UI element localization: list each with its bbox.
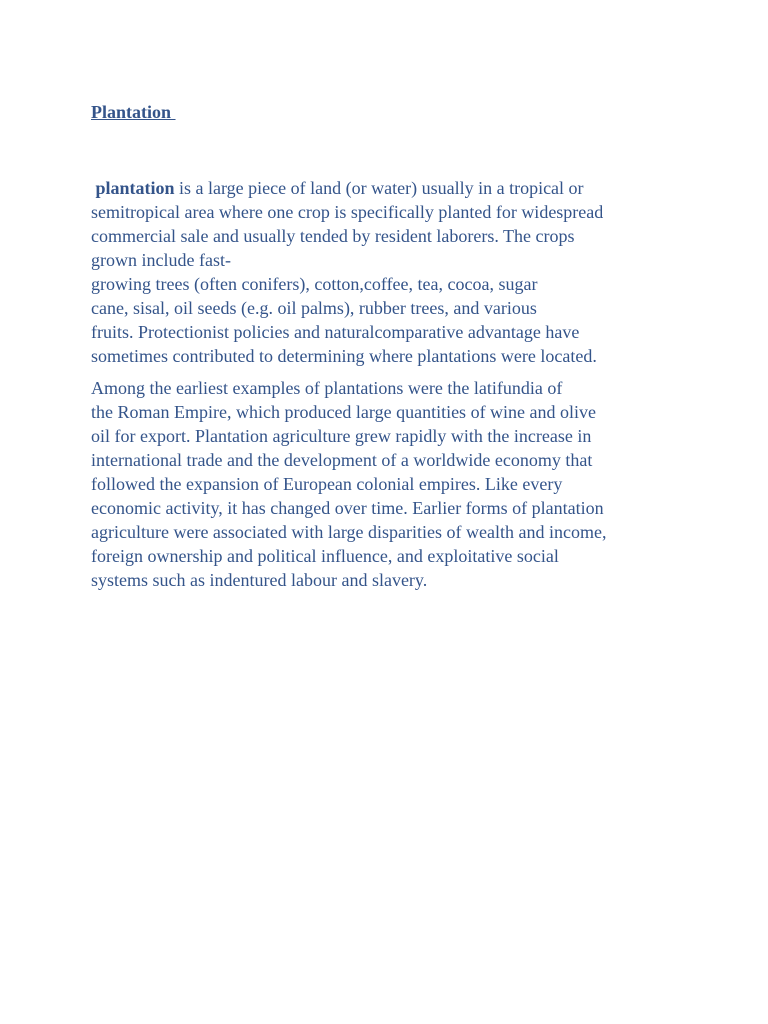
paragraph-line: semitropical area where one crop is specifically planted for widespread	[91, 202, 604, 222]
paragraph-line: systems such as indentured labour and slavery.	[91, 570, 428, 590]
paragraph-line	[91, 176, 691, 200]
paragraph-line: foreign ownership and political influence, and exploitative social	[91, 546, 559, 566]
document-page	[91, 100, 691, 592]
paragraph-line: fruits. Protectionist policies and naturalcomparative advantage have	[91, 322, 580, 342]
document-title: Plantation	[91, 102, 176, 122]
paragraph-definition	[91, 176, 691, 368]
paragraph-line: Among the earliest examples of plantations were the latifundia of	[91, 378, 563, 398]
paragraph-line: international trade and the development of a worldwide economy that	[91, 450, 593, 470]
paragraph-line: commercial sale and usually tended by resident laborers. The crops	[91, 226, 575, 246]
paragraph-line: sometimes contributed to determining where plantations were located.	[91, 346, 597, 366]
paragraph-line: oil for export. Plantation agriculture grew rapidly with the increase in	[91, 426, 592, 446]
paragraph-line: the Roman Empire, which produced large quantities of wine and olive	[91, 402, 597, 422]
paragraph-line: economic activity, it has changed over time. Earlier forms of plantation	[91, 498, 604, 518]
paragraph-line: growing trees (often conifers), cotton,coffee, tea, cocoa, sugar	[91, 274, 538, 294]
paragraph-line: followed the expansion of European colonial empires. Like every	[91, 474, 563, 494]
line-text: is a large piece of land (or water) usually in a tropical or	[174, 178, 584, 198]
paragraph-line: grown include fast-	[91, 250, 231, 270]
bold-term: plantation	[91, 178, 175, 198]
paragraph-line: cane, sisal, oil seeds (e.g. oil palms), rubber trees, and various	[91, 298, 537, 318]
paragraph-history	[91, 376, 691, 592]
paragraph-line: agriculture were associated with large disparities of wealth and income,	[91, 522, 607, 542]
